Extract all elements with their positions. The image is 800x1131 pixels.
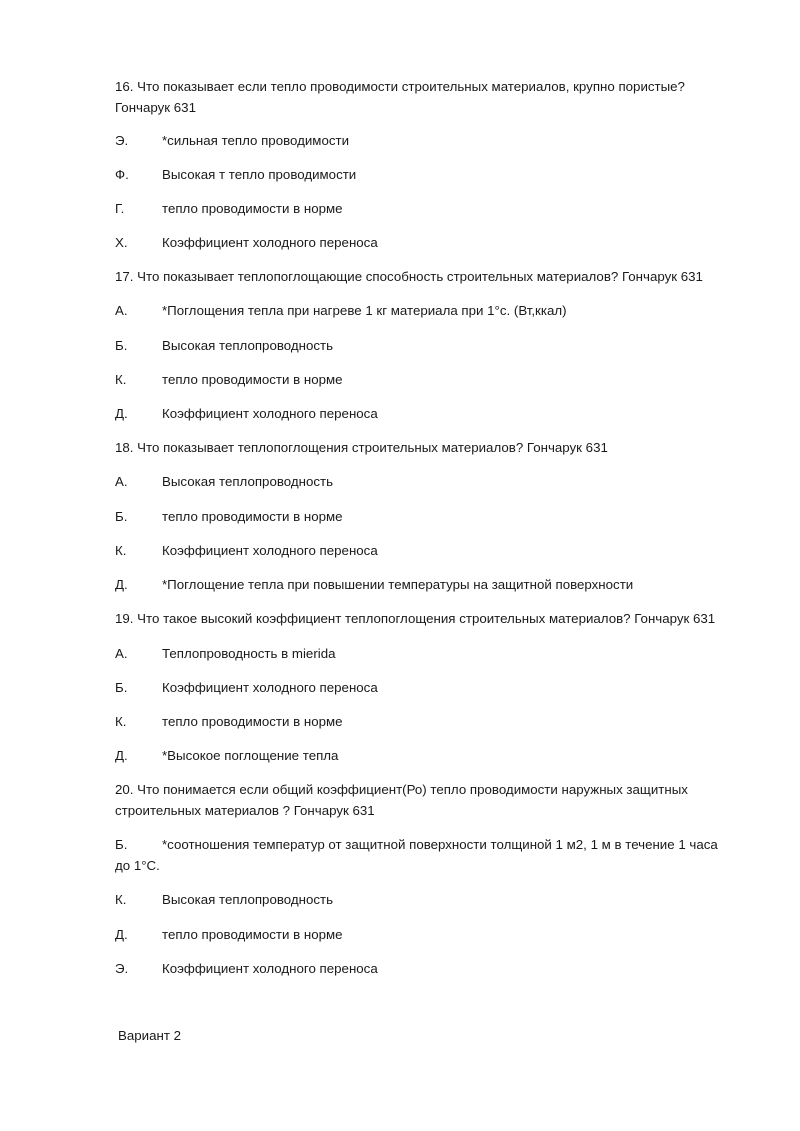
option-19-3 bbox=[115, 715, 735, 728]
option-letter: А. bbox=[115, 474, 128, 489]
option-19-1 bbox=[115, 647, 735, 660]
option-letter: Б. bbox=[115, 338, 128, 353]
option-letter: Э. bbox=[115, 961, 129, 976]
option-text: Высокая теплопроводность bbox=[162, 474, 334, 489]
option-text: *Высокое поглощение тепла bbox=[162, 748, 339, 763]
question-18: 18. Что показывает теплопоглощения строительных материалов? Гончарук 631 bbox=[115, 440, 608, 455]
option-text: тепло проводимости в норме bbox=[162, 201, 343, 216]
question-17: 17. Что показывает теплопоглощающие способность строительных материалов? Гончарук 631 bbox=[115, 269, 703, 284]
option-20-3 bbox=[115, 928, 735, 941]
option-text: Теплопроводность в mierida bbox=[162, 646, 336, 661]
option-text: *сильная тепло проводимости bbox=[162, 133, 350, 148]
option-text: Коэффициент холодного переноса bbox=[162, 543, 378, 558]
option-letter: Б. bbox=[115, 680, 128, 695]
option-20-2 bbox=[115, 893, 735, 906]
option-letter: А. bbox=[115, 303, 128, 318]
option-17-1 bbox=[115, 304, 735, 317]
option-letter: А. bbox=[115, 646, 128, 661]
option-letter: К. bbox=[115, 543, 127, 558]
option-19-4 bbox=[115, 749, 735, 762]
option-text: Коэффициент холодного переноса bbox=[162, 406, 378, 421]
option-18-1 bbox=[115, 475, 735, 488]
option-18-3 bbox=[115, 544, 735, 557]
option-letter: Г. bbox=[115, 201, 125, 216]
option-17-2 bbox=[115, 339, 735, 352]
question-19: 19. Что такое высокий коэффициент теплопоглощения строительных материалов? Гончарук 631 bbox=[115, 611, 716, 626]
option-letter: Д. bbox=[115, 577, 128, 592]
option-text: *Поглощение тепла при повышении температуры на защитной поверхности bbox=[162, 577, 634, 592]
option-17-3 bbox=[115, 373, 735, 386]
option-letter: Х. bbox=[115, 235, 128, 250]
option-letter: Б. bbox=[115, 837, 128, 852]
option-text: тепло проводимости в норме bbox=[162, 509, 343, 524]
question-20: 20. Что понимается если общий коэффициент(Ро) тепло проводимости наружных защитных строительных материалов ? Гончарук 631 bbox=[115, 782, 688, 818]
option-letter: Б. bbox=[115, 509, 128, 524]
option-letter: К. bbox=[115, 714, 127, 729]
option-16-2 bbox=[115, 168, 735, 181]
option-19-2 bbox=[115, 681, 735, 694]
option-letter: Д. bbox=[115, 406, 128, 421]
option-text: тепло проводимости в норме bbox=[162, 372, 343, 387]
option-text: Коэффициент холодного переноса bbox=[162, 235, 378, 250]
option-16-3 bbox=[115, 202, 735, 215]
option-letter: Д. bbox=[115, 748, 128, 763]
option-text: Высокая теплопроводность bbox=[162, 892, 334, 907]
option-18-4 bbox=[115, 578, 735, 591]
option-text: Высокая т тепло проводимости bbox=[162, 167, 357, 182]
option-20-1 bbox=[115, 834, 735, 876]
variant-label: Вариант 2 bbox=[118, 1028, 182, 1043]
option-letter: Д. bbox=[115, 927, 128, 942]
option-text: Коэффициент холодного переноса bbox=[162, 961, 378, 976]
option-letter: К. bbox=[115, 372, 127, 387]
option-letter: К. bbox=[115, 892, 127, 907]
option-text: Высокая теплопроводность bbox=[162, 338, 334, 353]
option-18-2 bbox=[115, 510, 735, 523]
option-text: тепло проводимости в норме bbox=[162, 927, 343, 942]
question-16: 16. Что показывает если тепло проводимости строительных материалов, крупно пористые? Гончарук 631 bbox=[115, 79, 685, 115]
option-text: *соотношения температур от защитной поверхности толщиной 1 м2, 1 м в течение 1 часа до 1°С. bbox=[115, 837, 718, 873]
option-20-4 bbox=[115, 962, 735, 975]
option-16-1 bbox=[115, 134, 735, 147]
option-text: тепло проводимости в норме bbox=[162, 714, 343, 729]
option-16-4 bbox=[115, 236, 735, 249]
option-letter: Ф. bbox=[115, 167, 129, 182]
option-letter: Э. bbox=[115, 133, 129, 148]
option-text: *Поглощения тепла при нагреве 1 кг материала при 1°с. (Вт,ккал) bbox=[162, 303, 567, 318]
option-17-4 bbox=[115, 407, 735, 420]
option-text: Коэффициент холодного переноса bbox=[162, 680, 378, 695]
